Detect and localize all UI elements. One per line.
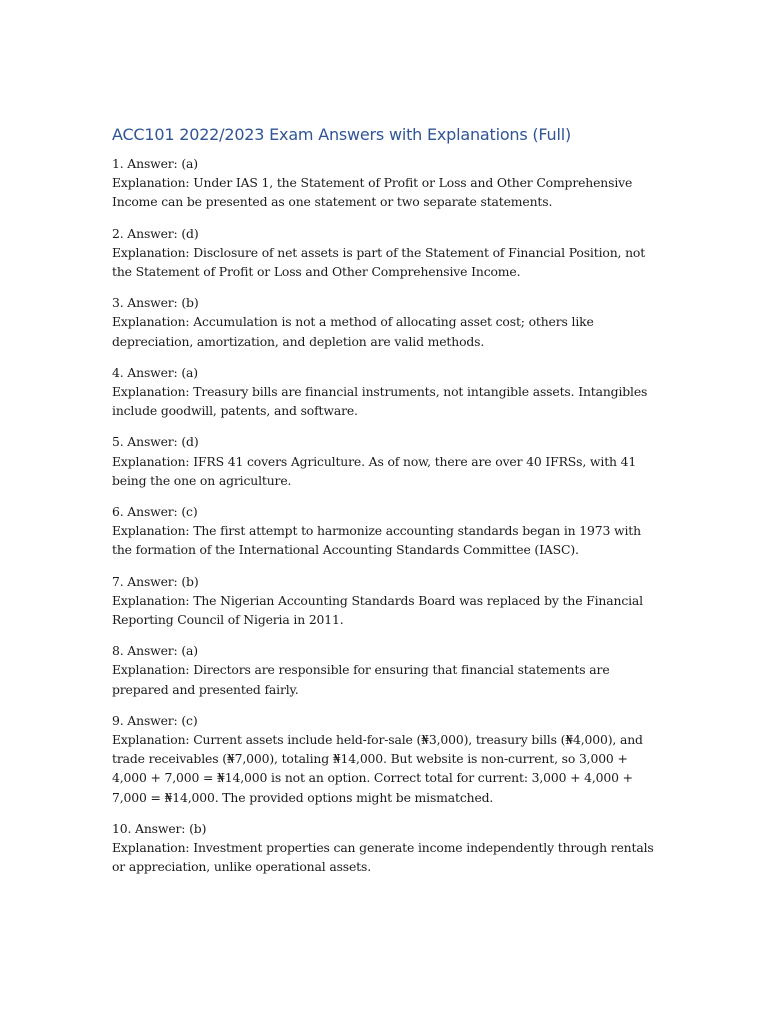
answer-item-10 <box>112 819 660 877</box>
explanation-text: Explanation: Accumulation is not a method of allocating asset cost; others like depreciation, amortization, and depletion are valid methods. <box>112 314 594 349</box>
answer-line: 8. Answer: (a) <box>112 643 198 659</box>
answer-line: 7. Answer: (b) <box>112 573 199 589</box>
answer-item-9 <box>112 711 660 807</box>
answer-line: 3. Answer: (b) <box>112 295 199 311</box>
explanation-text: Explanation: IFRS 41 covers Agriculture. As of now, there are over 40 IFRSs, with 41 being the one on agriculture. <box>112 453 637 488</box>
explanation-text: Explanation: Treasury bills are financial instruments, not intangible assets. Intangibles include goodwill, patents, and software. <box>112 384 648 419</box>
answer-item-1 <box>112 154 660 212</box>
answer-line: 2. Answer: (d) <box>112 225 199 241</box>
explanation-text: Explanation: Current assets include held-for-sale (₦3,000), treasury bills (₦4,000), and trade receivables (₦7,000), totaling ₦14,000. But website is non-current, so 3,000 + 4,000 + 7,000 = ₦14,000 is not an option. Correct total for current: 3,000 + 4,000 + 7,000 = ₦14,000. The provided options might be mismatched. <box>112 732 643 805</box>
answer-line: 6. Answer: (c) <box>112 504 198 520</box>
document-title: ACC101 2022/2023 Exam Answers with Explanations (Full) <box>112 125 572 144</box>
answer-item-8 <box>112 641 660 699</box>
answer-line: 9. Answer: (c) <box>112 712 198 728</box>
answer-item-6 <box>112 502 660 560</box>
answer-line: 1. Answer: (a) <box>112 156 198 171</box>
explanation-text: Explanation: The Nigerian Accounting Standards Board was replaced by the Financial Reporting Council of Nigeria in 2011. <box>112 592 643 628</box>
explanation-text: Explanation: Under IAS 1, the Statement of Profit or Loss and Other Comprehensive Income can be presented as one statement or two separate statements. <box>112 175 633 210</box>
answer-line: 5. Answer: (d) <box>112 434 199 450</box>
explanation-text: Explanation: Disclosure of net assets is part of the Statement of Financial Position, not the Statement of Profit or Loss and Other Comprehensive Income. <box>112 244 646 280</box>
explanation-text: Explanation: The first attempt to harmonize accounting standards began in 1973 with the formation of the International Accounting Standards Committee (IASC). <box>112 523 641 558</box>
answer-item-2 <box>112 224 660 282</box>
explanation-text: Explanation: Directors are responsible for ensuring that financial statements are prepared and presented fairly. <box>112 662 610 697</box>
answer-line: 10. Answer: (b) <box>112 820 207 836</box>
answer-item-7 <box>112 572 660 630</box>
explanation-text: Explanation: Investment properties can generate income independently through rentals or appreciation, unlike operational assets. <box>112 840 654 875</box>
answer-item-3 <box>112 293 660 351</box>
answer-item-5 <box>112 432 660 490</box>
document-page <box>112 124 660 889</box>
answer-line: 4. Answer: (a) <box>112 364 198 380</box>
answer-item-4 <box>112 363 660 421</box>
